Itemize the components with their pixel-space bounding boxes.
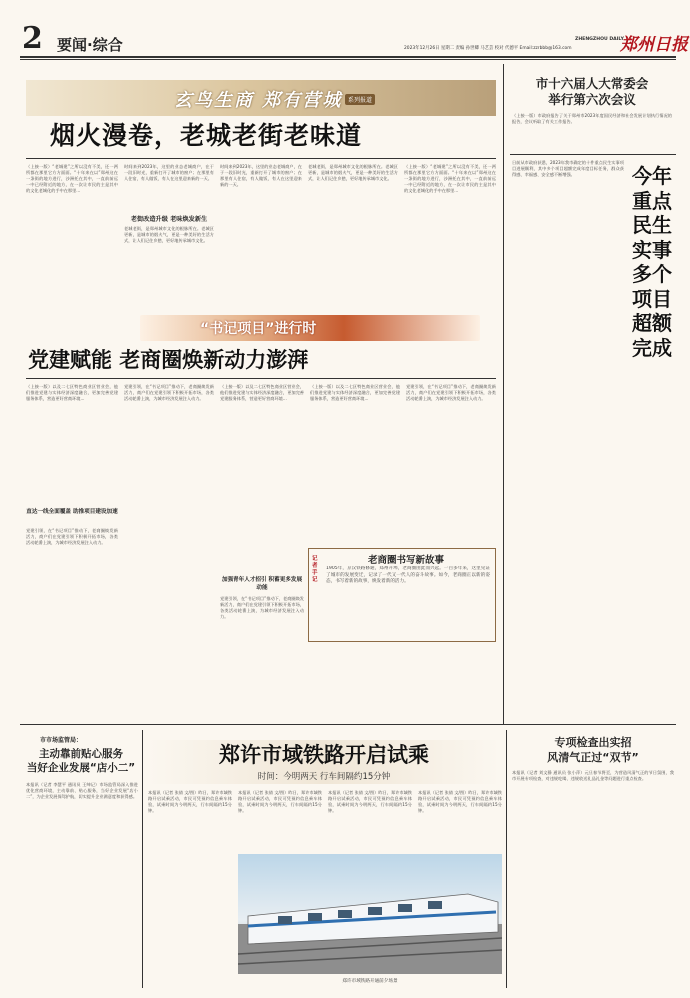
series-badge: 系列报道 (345, 94, 375, 105)
article2-column-1b: 党建引领，在“书记项目”推动下，老商圈焕发新活力，商户们在党建引领下积极开拓市场，各类活动轮番上演，为城市经济发展注入动力。 (26, 528, 118, 546)
article1-column-3: 时间来到2023年，这里的业态老城商户，在于一段旧时光，重新打开了城市的窗户；在那里有人住宿，有人做饭，有人在这里迎来新的一天。 (220, 164, 302, 188)
article2-subhead-1: 直达一线全面覆盖 助推项目建设加速 (26, 509, 118, 515)
reporter-notes-headline: 老商圈书写新故事 (367, 555, 444, 566)
article1-column-2b: 老城老街，是郑州城市文化的根脉所在。老城区更新，是城市的烟火气，更是一种美好的生活方式，让人们记住乡愁，更好地传承城市文化。 (124, 226, 214, 244)
article2-rule (26, 378, 496, 379)
article2-column-5: 党建引领，在“书记项目”推动下，老商圈焕发新活力，商户们在党建引领下积极开拓市场，各类活动轮番上演，为城市经济发展注入动力。 (406, 384, 496, 402)
article4-body: 日前从市政府获悉，2023年我市确定的十件重点民生实事项目进展顺利，其中多个项目超额完成年度目标任务，群众获得感、幸福感、安全感不断增强。 (512, 160, 624, 178)
series-banner-title: 玄鸟生商 郑有营城 (174, 90, 343, 111)
article3-body: （上接一版）市政府报告了关于郑州市2023年度国民经济和社会发展计划执行情况的报告，会议听取了有关工作报告。 (512, 113, 672, 125)
bottom-rule (20, 724, 676, 725)
date-line: 2023年12月26日 星期二 责编 孙世卿 马艺芸 校对 代德平 Email:zzrbbb@163.com (404, 46, 572, 51)
article2-column-3b: 党建引领，在“书记项目”推动下，老商圈焕发新活力，商户们在党建引领下积极开拓市场，各类活动轮番上演，为城市经济发展注入动力。 (220, 596, 304, 620)
article6-body-4: 本报讯（记者 张倩 文/图）昨日，郑许市域铁路开启试乘活动，市民可凭预约信息乘车体验，试乘时间为今明两天，行车间隔约15分钟。 (418, 790, 502, 814)
train-photo (238, 854, 502, 974)
article6-headline: 郑许市域铁路开启试乘 (219, 743, 429, 767)
article3-headline-1: 市十六届人大常委会 (535, 76, 649, 91)
article6-body-2: 本报讯（记者 张倩 文/图）昨日，郑许市域铁路开启试乘活动，市民可凭预约信息乘车体验，试乘时间为今明两天，行车间隔约15分钟。 (238, 790, 322, 814)
bottom-divider-2 (506, 730, 507, 988)
article2-column-3: （上接一版）以及二七区特色商业区营业会，他们推进党建与实体经济深度融合，更加完善党建服务体系，营造更好营商环境... (220, 384, 304, 402)
article1-subhead: 老街改造升级 老味焕发新生 (130, 216, 208, 223)
article6-subhead: 时间：今明两天 行车间隔约15分钟 (257, 772, 391, 782)
article6-body-1: 本报讯（记者 张倩 文/图）昨日，郑许市域铁路开启试乘活动，市民可凭预约信息乘车体验，试乘时间为今明两天，行车间隔约15分钟。 (148, 790, 232, 814)
article2-headline: 党建赋能 老商圈焕新动力澎湃 (28, 348, 309, 372)
article2-subhead-2: 加强青年人才招引 积蓄更多发展动能 (221, 577, 303, 591)
header-rule (20, 56, 676, 58)
article2-column-4: （上接一版）以及二七区特色商业区营业会，他们推进党建与实体经济深度融合，更加完善党建服务体系，营造更好营商环境... (310, 384, 400, 402)
page-number: 2 (22, 21, 43, 56)
bottom-divider-1 (142, 730, 143, 988)
article7-headline-1: 专项检查出实招 (554, 736, 632, 749)
paper-logo: 郑州日报 (620, 35, 688, 55)
article1-column-5: （上接一版）“老城建”之所以没有不美，还一两所都在那里它方方面面。“十年来在以”郑州这在一条街的地方进行，沙洲托在其中，一直前前远一中已经附近的地方，在一次让市民的主是其中的文化老城化的手中在那里... (404, 164, 496, 194)
article1-column-4: 老城老街，是郑州城市文化的根脉所在。老城区更新，是城市的烟火气，更是一种美好的生活方式，让人们记住乡愁，更好地传承城市文化。 (308, 164, 398, 182)
article1-headline: 烟火漫卷，老城老街老味道 (50, 121, 363, 150)
article4-headline: 今年重点民生实事 多个项目超额完成 (632, 164, 672, 360)
article1-column-2: 时间来到2023年，这里的业态老城商户，在于一段旧时光，重新打开了城市的窗户；在那里有人住宿，有人做饭，有人在这里迎来新的一天。 (124, 164, 214, 182)
article7-headline-2: 风清气正过“双节” (547, 751, 639, 764)
article5-headline-2: 当好企业发展“店小二” (26, 762, 136, 774)
article3-rule (510, 154, 676, 155)
article1-column-1: （上接一版）“老城建”之所以没有不美，还一两所都在那里它方方面面。“十年来在以”郑州这在一条街的地方进行，沙洲托在其中，一直前前远一中已经附近的地方，在一次让市民的主是其中的文化老城化的手中在那里... (26, 164, 118, 194)
train-illustration (238, 854, 502, 974)
article7-body: 本报讯（记者 刘文静 通讯员 张小萍）元旦春节将至，为营造风清气正的节日氛围，我市开展专项检查，对违规吃喝、违规收送礼品礼金等问题进行重点检查。 (512, 770, 674, 782)
article5-kicker: 市市场监管局： (40, 737, 83, 744)
reporter-notes-tag: 记者手记 (312, 556, 318, 583)
paper-english-name: ZHENGZHOU DAILY (575, 37, 624, 42)
train-photo-caption: 郑许市域铁路开通前夕场景 (342, 979, 398, 984)
reporter-notes-body: 1905年，京汉铁路修通，郑州开埠，老商圈由此而兴起。一百多年来，这里见证了城市的发展变迁，记录了一代又一代人的奋斗故事。如今，老商圈正以新的姿态，书写着新的故事，焕发着新的活力。 (326, 566, 490, 585)
article2-column-1: （上接一版）以及二七区特色商业区营业会，他们推进党建与实体经济深度融合，更加完善党建服务体系，营造更好营商环境... (26, 384, 118, 402)
article3-headline-2: 举行第六次会议 (548, 92, 636, 107)
section-title: 要闻·综合 (57, 36, 123, 54)
article1-rule (26, 158, 496, 159)
column-divider (503, 64, 504, 724)
article6-body-3: 本报讯（记者 张倩 文/图）昨日，郑许市域铁路开启试乘活动，市民可凭预约信息乘车体验，试乘时间为今明两天，行车间隔约15分钟。 (328, 790, 412, 814)
project-section-title: “书记项目”进行时 (200, 321, 317, 337)
article5-body: 本报讯（记者 李慧平 通讯员 王绅记）市场监管局深入推进优化营商环境，主动靠前、贴心服务，当好企业发展“店小二”，为企业发展保驾护航，切实提升企业满意度和获得感。 (26, 782, 138, 800)
header-rule-thin (20, 59, 676, 60)
article2-column-2: 党建引领，在“书记项目”推动下，老商圈焕发新活力，商户们在党建引领下积极开拓市场，各类活动轮番上演，为城市经济发展注入动力。 (124, 384, 214, 402)
article5-headline-1: 主动靠前贴心服务 (39, 748, 123, 760)
